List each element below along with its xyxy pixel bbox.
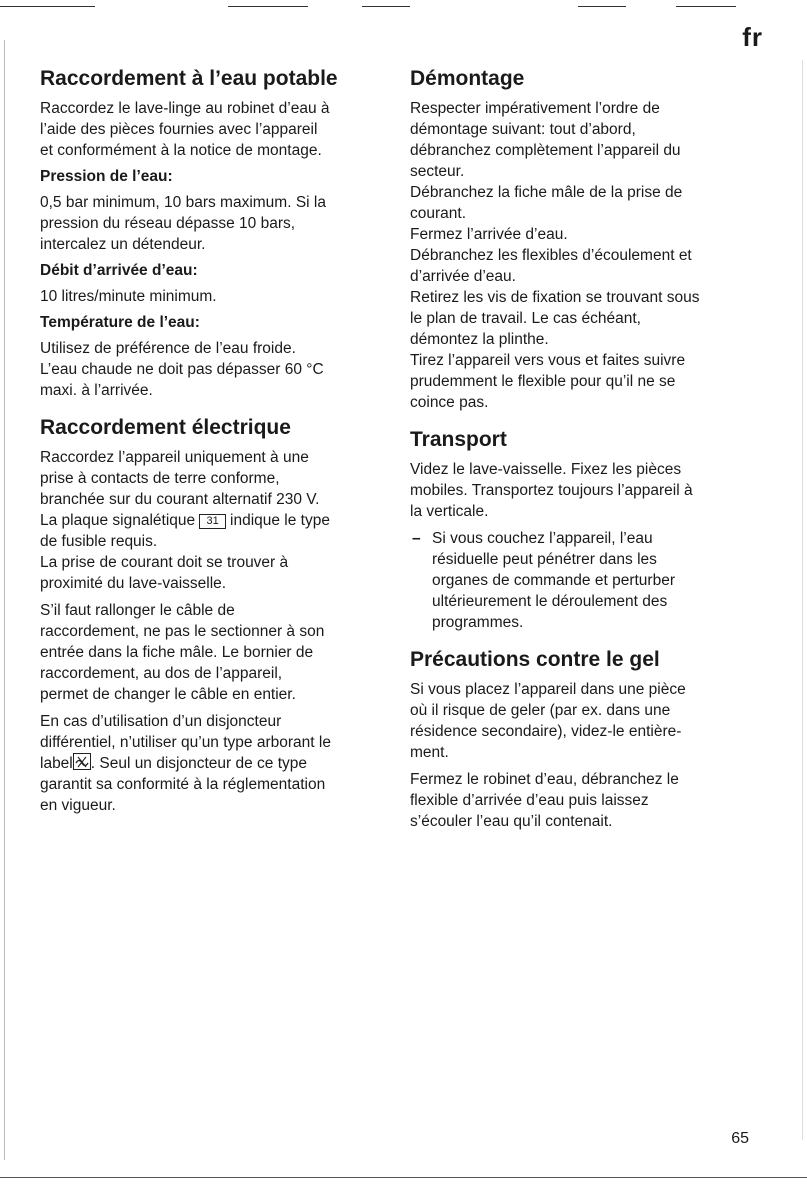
text-line: garantit sa conformité à la réglementation bbox=[40, 776, 326, 793]
section-title-dismantling: Démontage bbox=[410, 67, 525, 90]
text-line: où il risque de geler (par ex. dans une bbox=[410, 702, 671, 719]
text-line: maxi. à l’arrivée. bbox=[40, 382, 153, 399]
section-title-water-connection: Raccordement à l’eau potable bbox=[40, 67, 338, 90]
section-title-frost-precautions: Précautions contre le gel bbox=[410, 648, 660, 671]
subheading-water-flow: Débit d’arrivée d’eau: bbox=[40, 262, 198, 279]
figure-reference-box: 31 bbox=[199, 514, 225, 529]
text-line: . Seul un disjoncteur de ce type bbox=[90, 755, 308, 772]
text-line: Si vous couchez l’appareil, l’eau bbox=[432, 530, 653, 547]
text-line: En cas d’utilisation d’un disjoncteur bbox=[40, 713, 282, 730]
text-line: S’il faut rallonger le câble de bbox=[40, 602, 235, 619]
text-line: de fusible requis. bbox=[40, 533, 158, 550]
text-line: Respecter impérativement l’ordre de bbox=[410, 100, 660, 117]
paragraph bbox=[40, 447, 385, 594]
text-line: et conformément à la notice de montage. bbox=[40, 142, 322, 159]
text-line: courant. bbox=[410, 205, 467, 222]
warning-list bbox=[410, 528, 750, 633]
text-line: prudemment le flexible pour qu’il ne se bbox=[410, 373, 676, 390]
subheading-water-temperature: Température de l’eau: bbox=[40, 314, 200, 331]
text-line: résidence secondaire), videz-le entière- bbox=[410, 723, 682, 740]
text-line: La plaque signalétique bbox=[40, 512, 196, 529]
right-column bbox=[410, 66, 750, 838]
text-line: Retirez les vis de fixation se trouvant sous bbox=[410, 289, 700, 306]
section-title-transport: Transport bbox=[410, 428, 507, 451]
text-line: 0,5 bar minimum, 10 bars maximum. Si la bbox=[40, 194, 326, 211]
text-line: label bbox=[40, 755, 73, 772]
text-line: Fermez le robinet d’eau, débranchez le bbox=[410, 771, 679, 788]
text-line: Utilisez de préférence de l’eau froide. bbox=[40, 340, 296, 357]
text-line: flexible d’arrivée d’eau puis laissez bbox=[410, 792, 649, 809]
header-rule bbox=[676, 6, 736, 7]
paragraph bbox=[410, 98, 750, 413]
text-line: La prise de courant doit se trouver à bbox=[40, 554, 289, 571]
text-line: différentiel, n’utiliser qu’un type arborant le bbox=[40, 734, 331, 751]
paragraph bbox=[40, 600, 385, 705]
list-item bbox=[410, 528, 750, 633]
text-line: Videz le lave-vaisselle. Fixez les pièces bbox=[410, 461, 682, 478]
section-title-electrical-connection: Raccordement électrique bbox=[40, 416, 291, 439]
paragraph bbox=[410, 679, 750, 763]
text-line: Si vous placez l’appareil dans une pièce bbox=[410, 681, 686, 698]
subheading-water-pressure: Pression de l’eau: bbox=[40, 168, 173, 185]
header-rule bbox=[0, 6, 95, 7]
text-line: raccordement, au dos de l’appareil, bbox=[40, 665, 283, 682]
page-number: 65 bbox=[731, 1130, 749, 1147]
text-line: indique le type bbox=[230, 512, 330, 529]
text-line: raccordement, ne pas le sectionner à son bbox=[40, 623, 325, 640]
scan-edge-left bbox=[4, 40, 5, 1160]
left-column bbox=[40, 66, 385, 822]
text-line: résiduelle peut pénétrer dans les bbox=[432, 551, 657, 568]
text-line: intercalez un détendeur. bbox=[40, 236, 206, 253]
header-rule bbox=[228, 6, 308, 7]
paragraph bbox=[40, 286, 385, 307]
text-line: permet de changer le câble en entier. bbox=[40, 686, 296, 703]
text-line: prise à contacts de terre conforme, bbox=[40, 470, 280, 487]
language-tag: fr bbox=[742, 22, 763, 52]
text-line: coince pas. bbox=[410, 394, 489, 411]
text-line: entrée dans la fiche mâle. Le bornier de bbox=[40, 644, 314, 661]
text-line: L’eau chaude ne doit pas dépasser 60 °C bbox=[40, 361, 324, 378]
text-line: proximité du lave-vaisselle. bbox=[40, 575, 227, 592]
text-line: Raccordez le lave-linge au robinet d’eau à bbox=[40, 100, 330, 117]
text-line: Fermez l’arrivée d’eau. bbox=[410, 226, 568, 243]
text-line: organes de commande et perturber bbox=[432, 572, 675, 589]
text-line: branchée sur du courant alternatif 230 V. bbox=[40, 491, 320, 508]
paragraph bbox=[410, 459, 750, 522]
footer-rule bbox=[0, 1177, 807, 1178]
text-line: ment. bbox=[410, 744, 449, 761]
text-line: ultérieurement le déroulement des bbox=[432, 593, 668, 610]
text-line: d’arrivée d’eau. bbox=[410, 268, 516, 285]
paragraph bbox=[40, 192, 385, 255]
header-rule bbox=[362, 6, 410, 7]
text-line: débranchez complètement l’appareil du bbox=[410, 142, 681, 159]
text-line: Débranchez la fiche mâle de la prise de bbox=[410, 184, 683, 201]
text-line: démontez la plinthe. bbox=[410, 331, 549, 348]
text-line: 10 litres/minute minimum. bbox=[40, 288, 217, 305]
header-rule bbox=[578, 6, 626, 7]
text-line: mobiles. Transportez toujours l’appareil à bbox=[410, 482, 693, 499]
text-line: secteur. bbox=[410, 163, 465, 180]
text-line: le plan de travail. Le cas échéant, bbox=[410, 310, 641, 327]
scan-edge-right bbox=[802, 60, 803, 1140]
paragraph bbox=[410, 769, 750, 832]
paragraph bbox=[40, 711, 385, 816]
text-line: l’aide des pièces fournies avec l’appareil bbox=[40, 121, 318, 138]
text-line: en vigueur. bbox=[40, 797, 116, 814]
text-line: démontage suivant: tout d’abord, bbox=[410, 121, 636, 138]
rcd-label-icon bbox=[73, 753, 91, 770]
paragraph bbox=[40, 98, 385, 161]
text-line: la verticale. bbox=[410, 503, 489, 520]
text-line: programmes. bbox=[432, 614, 524, 631]
text-line: Débranchez les flexibles d’écoulement et bbox=[410, 247, 692, 264]
text-line: Raccordez l’appareil uniquement à une bbox=[40, 449, 309, 466]
text-line: s’écouler l’eau qu’il contenait. bbox=[410, 813, 613, 830]
text-line: pression du réseau dépasse 10 bars, bbox=[40, 215, 296, 232]
paragraph bbox=[40, 338, 385, 401]
text-line: Tirez l’appareil vers vous et faites suivre bbox=[410, 352, 686, 369]
